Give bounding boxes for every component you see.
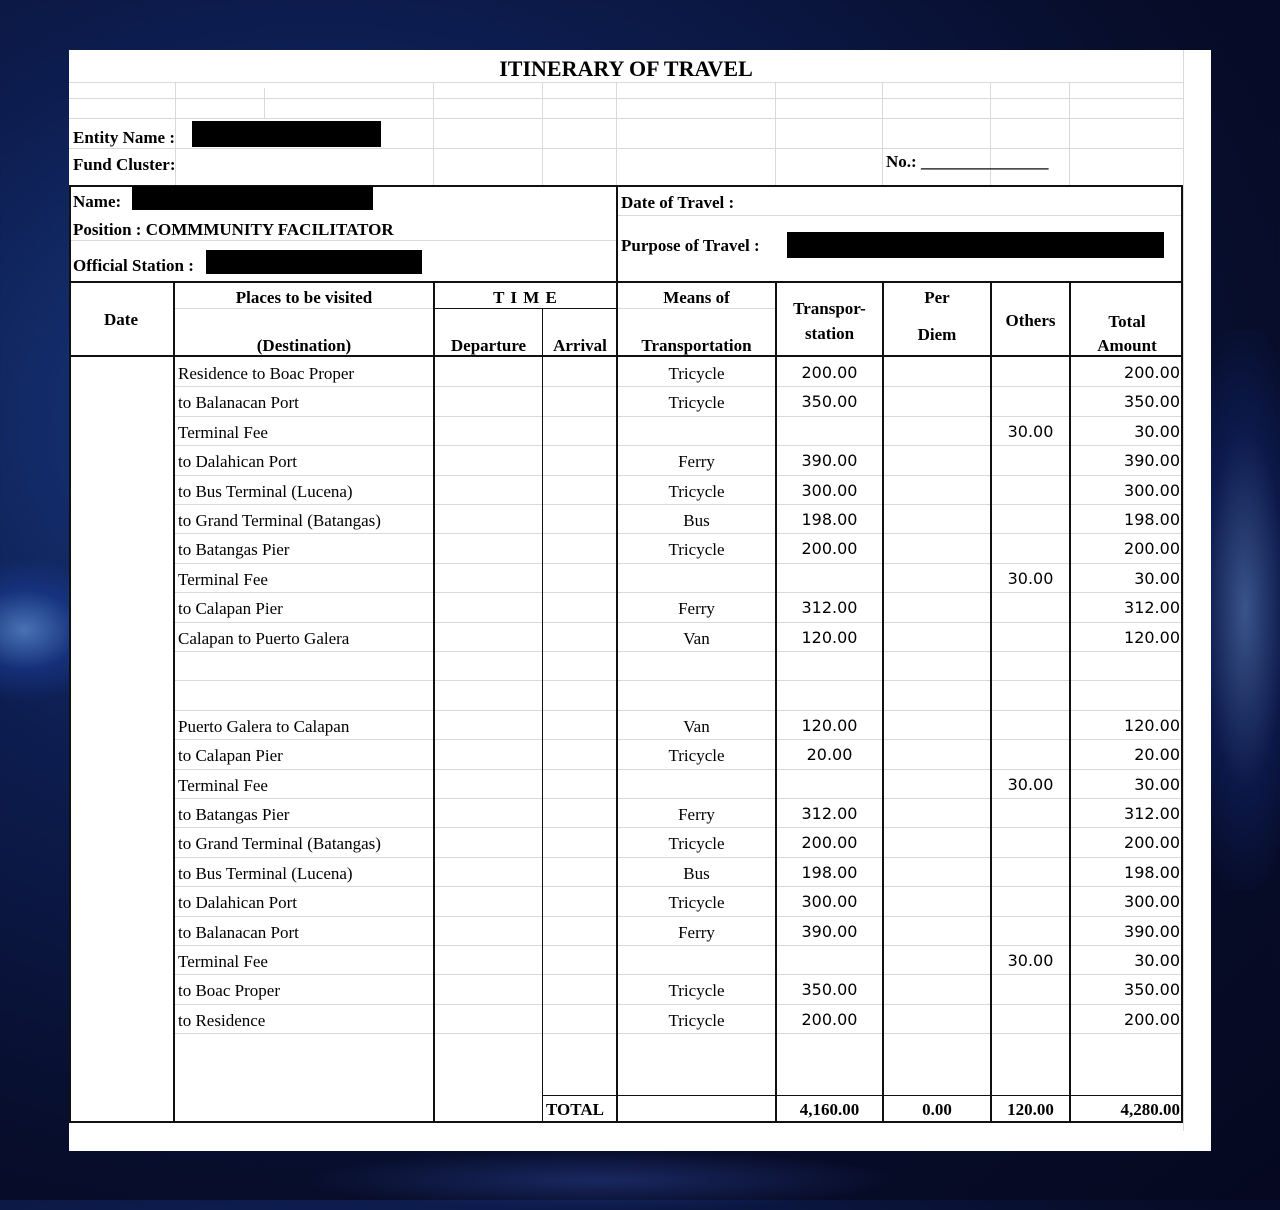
cell-transportation: 198.00 — [801, 510, 858, 529]
column-header-date: Date — [104, 310, 138, 329]
cell-transportation: 300.00 — [801, 481, 858, 500]
cell-total: 30.00 — [1134, 775, 1180, 794]
cell-total: 300.00 — [1124, 481, 1180, 500]
column-header-transport-bottom: station — [804, 324, 855, 343]
cell-others: 30.00 — [1007, 775, 1054, 794]
entity-name-redaction — [192, 121, 381, 147]
column-header-departure: Departure — [450, 336, 527, 355]
cell-transportation: 350.00 — [801, 980, 858, 999]
cell-transportation: 300.00 — [801, 892, 858, 911]
purpose-of-travel-label: Purpose of Travel : — [621, 236, 760, 255]
cell-total: 200.00 — [1124, 363, 1180, 382]
cell-total: 120.00 — [1124, 628, 1180, 647]
cell-transportation: 390.00 — [801, 922, 858, 941]
cell-means: Tricycle — [668, 746, 725, 765]
cell-destination: Terminal Fee — [178, 776, 268, 795]
cell-transportation: 312.00 — [801, 598, 858, 617]
cell-transportation: 200.00 — [801, 539, 858, 558]
entity-name-label: Entity Name : — [73, 128, 175, 147]
cell-total: 198.00 — [1124, 510, 1180, 529]
cell-destination: to Balanacan Port — [178, 923, 299, 942]
date-of-travel-label: Date of Travel : — [621, 193, 735, 212]
cell-transportation: 312.00 — [801, 804, 858, 823]
cell-total: 350.00 — [1124, 392, 1180, 411]
cell-destination: to Dalahican Port — [178, 893, 297, 912]
cell-others: 30.00 — [1007, 569, 1054, 588]
cell-means: Van — [683, 629, 710, 648]
cell-transportation: 198.00 — [801, 863, 858, 882]
column-header-others: Others — [1005, 311, 1056, 330]
total-amount: 4,280.00 — [1120, 1100, 1180, 1119]
cell-destination: to Grand Terminal (Batangas) — [178, 511, 381, 530]
cell-destination: to Balanacan Port — [178, 393, 299, 412]
cell-destination: to Bus Terminal (Lucena) — [178, 864, 353, 883]
cell-means: Tricycle — [668, 1011, 725, 1030]
cell-total: 312.00 — [1124, 598, 1180, 617]
cell-destination: Residence to Boac Proper — [178, 364, 355, 383]
cell-means: Ferry — [678, 452, 715, 471]
cell-means: Ferry — [678, 599, 715, 618]
total-per-diem: 0.00 — [922, 1100, 952, 1119]
total-others: 120.00 — [1007, 1100, 1054, 1119]
cell-destination: to Residence — [178, 1011, 266, 1030]
cell-transportation: 350.00 — [801, 392, 858, 411]
column-header-per: Per — [924, 288, 950, 307]
column-header-diem: Diem — [917, 325, 957, 344]
document-number-label: No.: _______________ — [886, 152, 1049, 171]
cell-means: Tricycle — [668, 364, 725, 383]
cell-total: 20.00 — [1134, 745, 1180, 764]
cell-transportation: 200.00 — [801, 833, 858, 852]
cell-means: Tricycle — [668, 393, 725, 412]
cell-destination: to Boac Proper — [178, 981, 280, 1000]
total-label: TOTAL — [546, 1100, 604, 1119]
fund-cluster-label: Fund Cluster: — [73, 155, 176, 174]
cell-means: Bus — [683, 864, 710, 883]
cell-means: Tricycle — [668, 893, 725, 912]
purpose-of-travel-redaction — [787, 232, 1164, 258]
cell-destination: to Calapan Pier — [178, 599, 283, 618]
official-station-redaction — [206, 250, 422, 274]
itinerary-form-sheet — [69, 50, 1211, 1151]
cell-destination: Terminal Fee — [178, 570, 268, 589]
total-transportation: 4,160.00 — [799, 1100, 860, 1119]
cell-total: 200.00 — [1124, 1010, 1180, 1029]
cell-means: Van — [683, 717, 710, 736]
cell-destination: to Batangas Pier — [178, 540, 290, 559]
cell-means: Tricycle — [668, 981, 725, 1000]
cell-total: 120.00 — [1124, 716, 1180, 735]
column-header-total: Total — [1108, 312, 1146, 331]
cell-destination: to Grand Terminal (Batangas) — [178, 834, 381, 853]
cell-total: 200.00 — [1124, 539, 1180, 558]
cell-means: Tricycle — [668, 482, 725, 501]
column-header-means: Means of — [663, 288, 730, 307]
cell-transportation: 390.00 — [801, 451, 858, 470]
cell-destination: to Bus Terminal (Lucena) — [178, 482, 353, 501]
column-header-time: T I M E — [493, 288, 558, 307]
cell-destination: to Calapan Pier — [178, 746, 283, 765]
cell-means: Tricycle — [668, 540, 725, 559]
cell-transportation: 120.00 — [801, 716, 858, 735]
cell-total: 390.00 — [1124, 922, 1180, 941]
cell-transportation: 200.00 — [801, 363, 858, 382]
cell-means: Bus — [683, 511, 710, 530]
cell-total: 200.00 — [1124, 833, 1180, 852]
cell-total: 350.00 — [1124, 980, 1180, 999]
column-header-arrival: Arrival — [553, 336, 607, 355]
cell-means: Ferry — [678, 923, 715, 942]
column-header-amount: Amount — [1097, 336, 1157, 355]
column-header-transportation: Transportation — [641, 336, 752, 355]
cell-others: 30.00 — [1007, 951, 1054, 970]
name-redaction — [132, 186, 373, 210]
cell-destination: Terminal Fee — [178, 423, 268, 442]
cell-total: 312.00 — [1124, 804, 1180, 823]
official-station-label: Official Station : — [73, 256, 194, 275]
cell-total: 300.00 — [1124, 892, 1180, 911]
cell-total: 390.00 — [1124, 451, 1180, 470]
cell-total: 30.00 — [1134, 951, 1180, 970]
name-label: Name: — [73, 192, 122, 211]
cell-destination: Calapan to Puerto Galera — [178, 629, 350, 648]
cell-destination: Terminal Fee — [178, 952, 268, 971]
cell-destination: to Dalahican Port — [178, 452, 297, 471]
cell-means: Tricycle — [668, 834, 725, 853]
cell-total: 198.00 — [1124, 863, 1180, 882]
column-header-destination: (Destination) — [256, 336, 352, 355]
column-header-transport-top: Transpor- — [793, 299, 866, 318]
position-label: Position : COMMMUNITY FACILITATOR — [73, 220, 394, 239]
page-title: ITINERARY OF TRAVEL — [499, 56, 753, 81]
cell-transportation: 20.00 — [806, 745, 853, 764]
cell-destination: Puerto Galera to Calapan — [178, 717, 350, 736]
cell-total: 30.00 — [1134, 422, 1180, 441]
cell-destination: to Batangas Pier — [178, 805, 290, 824]
cell-transportation: 120.00 — [801, 628, 858, 647]
background-glow-bottom — [300, 1150, 900, 1210]
cell-transportation: 200.00 — [801, 1010, 858, 1029]
cell-others: 30.00 — [1007, 422, 1054, 441]
cell-total: 30.00 — [1134, 569, 1180, 588]
cell-means: Ferry — [678, 805, 715, 824]
column-header-places: Places to be visited — [235, 288, 373, 307]
